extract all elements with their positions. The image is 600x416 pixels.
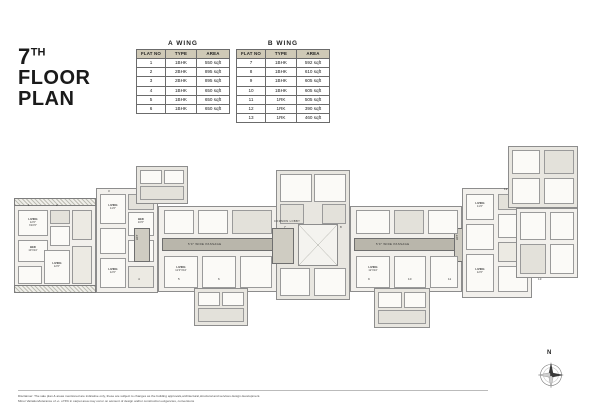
cell-area: 505 sqft [297, 95, 330, 104]
table-row [237, 68, 330, 77]
cell-type: 1RK [266, 104, 297, 113]
table-row [237, 77, 330, 86]
plan-room [550, 244, 574, 274]
plan-room [512, 150, 540, 174]
table-row [137, 77, 230, 86]
plan-room [198, 308, 244, 322]
table-row [237, 104, 330, 113]
plan-room [198, 292, 220, 306]
flat-marker: 13 [538, 277, 542, 281]
plan-room [356, 210, 390, 234]
disclaimer-line-1: Disclaimer: The sale plan & areas mentioned are indicative only, these are subject to changes as the building approvals,architectural,structural and services design development. [18, 394, 261, 398]
cell-flat-no: 2 [137, 68, 166, 77]
plan-room [202, 256, 236, 288]
plan-hatch-left-top [14, 198, 96, 206]
th-type: TYPE [266, 50, 297, 59]
th-area: AREA [297, 50, 330, 59]
cell-area: 895 sqft [197, 77, 230, 86]
plan-room [140, 170, 162, 184]
plan-room [314, 174, 346, 202]
cell-area: 650 sqft [197, 86, 230, 95]
plan-room-label: LIVING 11'0"X10' [175, 266, 187, 273]
plan-balcony [128, 266, 154, 288]
cell-flat-no: 13 [237, 114, 266, 123]
cell-area: 605 sqft [297, 86, 330, 95]
flat-marker: 2 [56, 203, 58, 207]
flat-marker: 1 [28, 203, 30, 207]
area-table-b-wing [236, 40, 330, 123]
plan-room [550, 212, 574, 240]
plan-room [322, 204, 346, 224]
flat-marker: 10 [408, 277, 412, 281]
title-floor-suffix: TH [30, 46, 46, 59]
plan-room [520, 244, 546, 274]
cell-type: 1RK [266, 95, 297, 104]
cell-flat-no: 8 [237, 68, 266, 77]
table-b-header-row [237, 50, 330, 59]
plan-room [466, 224, 494, 250]
table-row [137, 104, 230, 113]
cell-area: 650 sqft [197, 95, 230, 104]
table-row [137, 58, 230, 67]
plan-room [394, 210, 424, 234]
cell-type: 2BHK [166, 68, 197, 77]
compass-rose [528, 352, 572, 398]
title-floor-word: FLOOR [18, 67, 91, 90]
th-type: TYPE [166, 50, 197, 59]
plan-balcony [72, 246, 92, 284]
plan-room [18, 266, 42, 284]
compass-north-label: N [547, 350, 552, 356]
cell-type: 1BHK [266, 68, 297, 77]
flat-marker: 6 [218, 277, 220, 281]
lift-label-b: LIFT [456, 234, 459, 240]
plan-lightwell [298, 224, 338, 266]
table-row [237, 86, 330, 95]
cell-flat-no: 12 [237, 104, 266, 113]
plan-room-label: LIVING 12'6" [52, 262, 62, 269]
cell-type: 1BHK [266, 58, 297, 67]
cell-type: 1BHK [166, 104, 197, 113]
cell-area: 650 sqft [197, 104, 230, 113]
cell-flat-no: 5 [137, 95, 166, 104]
plan-room [100, 228, 126, 254]
cell-flat-no: 3 [137, 77, 166, 86]
cell-flat-no: 4 [137, 86, 166, 95]
table-a [136, 49, 230, 114]
plan-room [198, 210, 228, 234]
cell-area: 605 sqft [297, 77, 330, 86]
plan-room [404, 292, 426, 308]
cell-flat-no: 1 [137, 58, 166, 67]
table-row [237, 114, 330, 123]
flat-marker: 9 [368, 277, 370, 281]
table-row [137, 95, 230, 104]
plan-room-label: BED 10'6" [137, 218, 145, 225]
plan-room [520, 212, 546, 240]
plan-hatch-left-bottom [14, 285, 96, 293]
table-row [237, 58, 330, 67]
plan-room-label: LIVING 12'0" [108, 268, 118, 275]
cell-type: 1RK [266, 114, 297, 123]
plan-room-label: BED 10'X10' [28, 246, 38, 253]
plan-room [222, 292, 244, 306]
plan-room [394, 256, 426, 288]
wing-title-b: B WING [267, 40, 299, 47]
plan-room [544, 150, 574, 174]
cell-flat-no: 7 [237, 58, 266, 67]
plan-room [164, 170, 184, 184]
plan-room [280, 174, 312, 202]
table-row [237, 95, 330, 104]
plan-room [232, 210, 272, 234]
plan-room [164, 210, 194, 234]
plan-room [430, 256, 458, 288]
th-area: AREA [197, 50, 230, 59]
flat-marker: 11 [448, 277, 452, 281]
cell-area: 550 sqft [197, 58, 230, 67]
area-table-a-wing [136, 40, 230, 114]
disclaimer-line-2: Minor Variation/tolerance of +/- of 5% in carpet area may occur on account of design and/or construction exigencies, conversions [18, 399, 195, 404]
th-flat-no: FLAT NO [137, 50, 166, 59]
cell-type: 1BHK [166, 58, 197, 67]
cell-flat-no: 11 [237, 95, 266, 104]
flat-marker: 8 [340, 225, 342, 229]
divider [18, 390, 488, 391]
plan-room [240, 256, 272, 288]
plan-room [314, 268, 346, 296]
flat-marker: 12 [504, 187, 508, 191]
cell-area: 895 sqft [197, 68, 230, 77]
title-plan-word: PLAN [18, 87, 75, 110]
plan-room-label: LIVING 11'6" [475, 202, 485, 209]
plan-room [50, 210, 70, 224]
plan-room [428, 210, 458, 234]
lobby-label: COMMON LOBBY [274, 220, 301, 223]
lift-label-a: LIFT [136, 234, 139, 240]
plan-room-label: LIVING 12'6" [475, 268, 485, 275]
cell-area: 460 sqft [297, 114, 330, 123]
corridor-label-b: 5'0" WIDE PASSAGE [376, 242, 410, 246]
cell-type: 1BHK [266, 86, 297, 95]
plan-room [280, 268, 310, 296]
plan-balcony [72, 210, 92, 240]
cell-type: 1BHK [166, 86, 197, 95]
cell-flat-no: 9 [237, 77, 266, 86]
table-row [137, 68, 230, 77]
cell-area: 390 sqft [297, 104, 330, 113]
plan-room [378, 310, 426, 324]
plan-room-label: LIVING 12'X10' [368, 266, 378, 273]
th-flat-no: FLAT NO [237, 50, 266, 59]
corridor-label-a: 5'0" WIDE PASSAGE [188, 242, 222, 246]
flat-marker: 5 [178, 277, 180, 281]
plan-room [544, 178, 574, 204]
plan-room [512, 178, 540, 204]
cell-type: 1BHK [266, 77, 297, 86]
table-a-header-row [137, 50, 230, 59]
page-title [18, 46, 128, 109]
compass-icon [536, 360, 566, 390]
floor-plan-drawing [8, 128, 592, 373]
cell-flat-no: 10 [237, 86, 266, 95]
plan-room [378, 292, 402, 308]
table-row [137, 86, 230, 95]
wing-title-a: A WING [168, 40, 198, 47]
plan-room [140, 186, 184, 200]
flat-marker: 7 [284, 225, 286, 229]
cell-type: 1BHK [166, 95, 197, 104]
plan-room [50, 226, 70, 246]
title-floor-number: 7 [18, 44, 31, 69]
cell-area: 592 sqft [297, 58, 330, 67]
plan-room-label: LIVING 12'0" X10'0" [28, 218, 38, 228]
table-b [236, 49, 330, 123]
cell-type: 2BHK [166, 77, 197, 86]
flat-marker: 4 [138, 277, 140, 281]
plan-lift-core-a [134, 228, 150, 262]
cell-flat-no: 6 [137, 104, 166, 113]
disclaimer [18, 394, 488, 405]
plan-room-label: LIVING 11'6" [108, 204, 118, 211]
cell-area: 610 sqft [297, 68, 330, 77]
flat-marker: 3 [108, 189, 110, 193]
plan-staircase-core [272, 225, 294, 264]
